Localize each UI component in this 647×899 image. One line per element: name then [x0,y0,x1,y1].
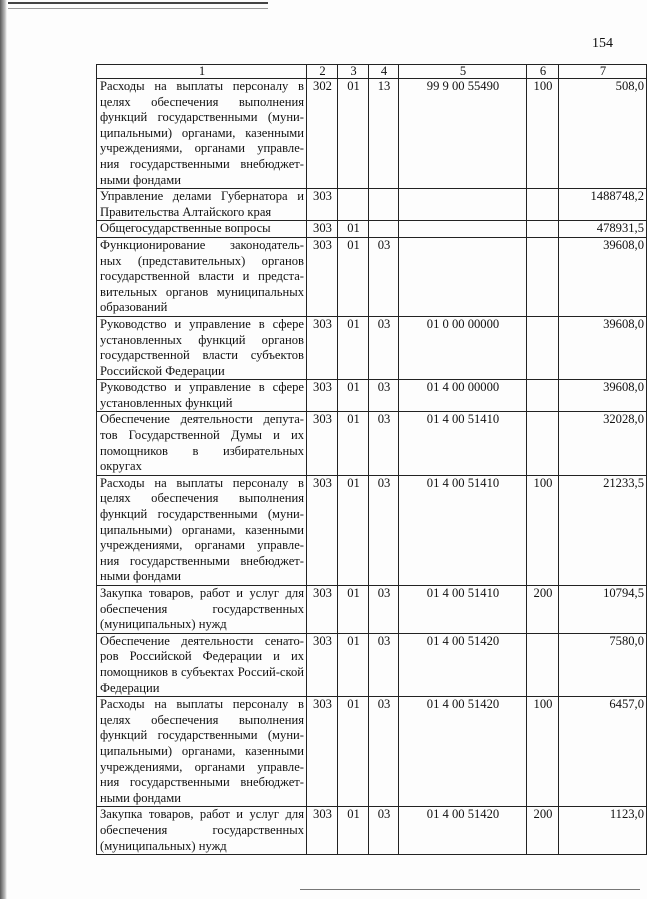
target-article-cell: 01 4 00 51410 [399,475,527,585]
row-name-cell: Обеспечение деятельности депута-тов Государственной Думы и их помощников в избирательных округах [97,412,307,475]
target-article-cell: 01 4 00 00000 [399,380,527,412]
row-name-cell: Расходы на выплаты персоналу в целях обеспечения выполнения функций государственными (муни-ципальными) органами, казенными учреждениями, органами управле-ния государственными внебюджет-ными фондами [97,79,307,189]
table-row [97,79,647,189]
target-article-cell [399,221,527,238]
subsection-code-cell: 03 [369,586,399,634]
amount-cell: 32028,0 [559,412,647,475]
subsection-code-cell: 03 [369,380,399,412]
section-code-cell: 01 [338,633,369,696]
admin-code-cell: 303 [307,221,338,238]
subsection-code-cell: 03 [369,807,399,855]
row-name-cell: Обеспечение деятельности сенато-ров Российской Федерации и их помощников в субъектах Россий-ской Федерации [97,633,307,696]
amount-cell: 478931,5 [559,221,647,238]
target-article-cell: 99 9 00 55490 [399,79,527,189]
table-header-row [97,65,647,79]
column-header-1: 1 [97,65,307,79]
expense-type-cell [527,189,559,221]
section-code-cell: 01 [338,380,369,412]
table-body [97,79,647,855]
target-article-cell: 01 4 00 51420 [399,807,527,855]
page-number: 154 [592,36,613,51]
subsection-code-cell [369,221,399,238]
expense-type-cell [527,316,559,379]
amount-cell: 10794,5 [559,586,647,634]
admin-code-cell: 303 [307,633,338,696]
admin-code-cell: 303 [307,380,338,412]
row-name-cell: Общегосударственные вопросы [97,221,307,238]
subsection-code-cell: 03 [369,412,399,475]
section-code-cell: 01 [338,475,369,585]
subsection-code-cell: 03 [369,475,399,585]
section-code-cell: 01 [338,586,369,634]
subsection-code-cell: 03 [369,633,399,696]
expense-type-cell: 200 [527,586,559,634]
table-row [97,412,647,475]
target-article-cell: 01 0 00 00000 [399,316,527,379]
scan-artifact-left-edge [0,0,7,899]
expense-type-cell: 200 [527,807,559,855]
subsection-code-cell: 03 [369,237,399,316]
row-name-cell: Расходы на выплаты персоналу в целях обеспечения выполнения функций государственными (муни-ципальными) органами, казенными учреждениями, органами управле-ния государственными внебюджет-ными фондами [97,697,307,807]
target-article-cell [399,237,527,316]
admin-code-cell: 302 [307,79,338,189]
subsection-code-cell: 13 [369,79,399,189]
section-code-cell: 01 [338,79,369,189]
table-row [97,237,647,316]
admin-code-cell: 303 [307,807,338,855]
expense-type-cell: 100 [527,475,559,585]
target-article-cell: 01 4 00 51410 [399,586,527,634]
column-header-7: 7 [559,65,647,79]
table-row [97,586,647,634]
target-article-cell [399,189,527,221]
section-code-cell: 01 [338,221,369,238]
column-header-4: 4 [369,65,399,79]
row-name-cell: Управление делами Губернатора и Правительства Алтайского края [97,189,307,221]
amount-cell: 7580,0 [559,633,647,696]
amount-cell: 39608,0 [559,316,647,379]
table-row [97,807,647,855]
section-code-cell: 01 [338,237,369,316]
amount-cell: 1488748,2 [559,189,647,221]
row-name-cell: Закупка товаров, работ и услуг для обеспечения государственных (муниципальных) нужд [97,586,307,634]
admin-code-cell: 303 [307,586,338,634]
scan-artifact-top-line [8,2,268,9]
section-code-cell: 01 [338,697,369,807]
amount-cell: 6457,0 [559,697,647,807]
row-name-cell: Функционирование законодатель-ных (представительных) органов государственной власти и предста-вительных органов муниципальных образований [97,237,307,316]
table-row [97,316,647,379]
row-name-cell: Руководство и управление в сфере установленных функций органов государственной власти субъектов Российской Федерации [97,316,307,379]
table-row [97,221,647,238]
section-code-cell: 01 [338,412,369,475]
amount-cell: 1123,0 [559,807,647,855]
row-name-cell: Закупка товаров, работ и услуг для обеспечения государственных (муниципальных) нужд [97,807,307,855]
target-article-cell: 01 4 00 51410 [399,412,527,475]
amount-cell: 39608,0 [559,380,647,412]
table-row [97,633,647,696]
section-code-cell: 01 [338,807,369,855]
expense-type-cell [527,412,559,475]
expense-type-cell [527,221,559,238]
admin-code-cell: 303 [307,189,338,221]
table-row [97,380,647,412]
amount-cell: 39608,0 [559,237,647,316]
subsection-code-cell: 03 [369,697,399,807]
expense-type-cell: 100 [527,697,559,807]
column-header-6: 6 [527,65,559,79]
column-header-3: 3 [338,65,369,79]
column-header-2: 2 [307,65,338,79]
target-article-cell: 01 4 00 51420 [399,697,527,807]
admin-code-cell: 303 [307,237,338,316]
budget-table [96,64,647,855]
section-code-cell [338,189,369,221]
subsection-code-cell: 03 [369,316,399,379]
amount-cell: 21233,5 [559,475,647,585]
table-row [97,189,647,221]
table-row [97,697,647,807]
amount-cell: 508,0 [559,79,647,189]
row-name-cell: Расходы на выплаты персоналу в целях обеспечения выполнения функций государственными (муни-ципальными) органами, казенными учреждениями, органами управле-ния государственными внебюджет-ными фондами [97,475,307,585]
scan-artifact-bottom-line [300,889,640,890]
expense-type-cell [527,633,559,696]
section-code-cell: 01 [338,316,369,379]
subsection-code-cell [369,189,399,221]
admin-code-cell: 303 [307,316,338,379]
admin-code-cell: 303 [307,475,338,585]
row-name-cell: Руководство и управление в сфере установленных функций [97,380,307,412]
expense-type-cell [527,237,559,316]
admin-code-cell: 303 [307,697,338,807]
column-header-5: 5 [399,65,527,79]
target-article-cell: 01 4 00 51420 [399,633,527,696]
table-row [97,475,647,585]
expense-type-cell: 100 [527,79,559,189]
admin-code-cell: 303 [307,412,338,475]
expense-type-cell [527,380,559,412]
